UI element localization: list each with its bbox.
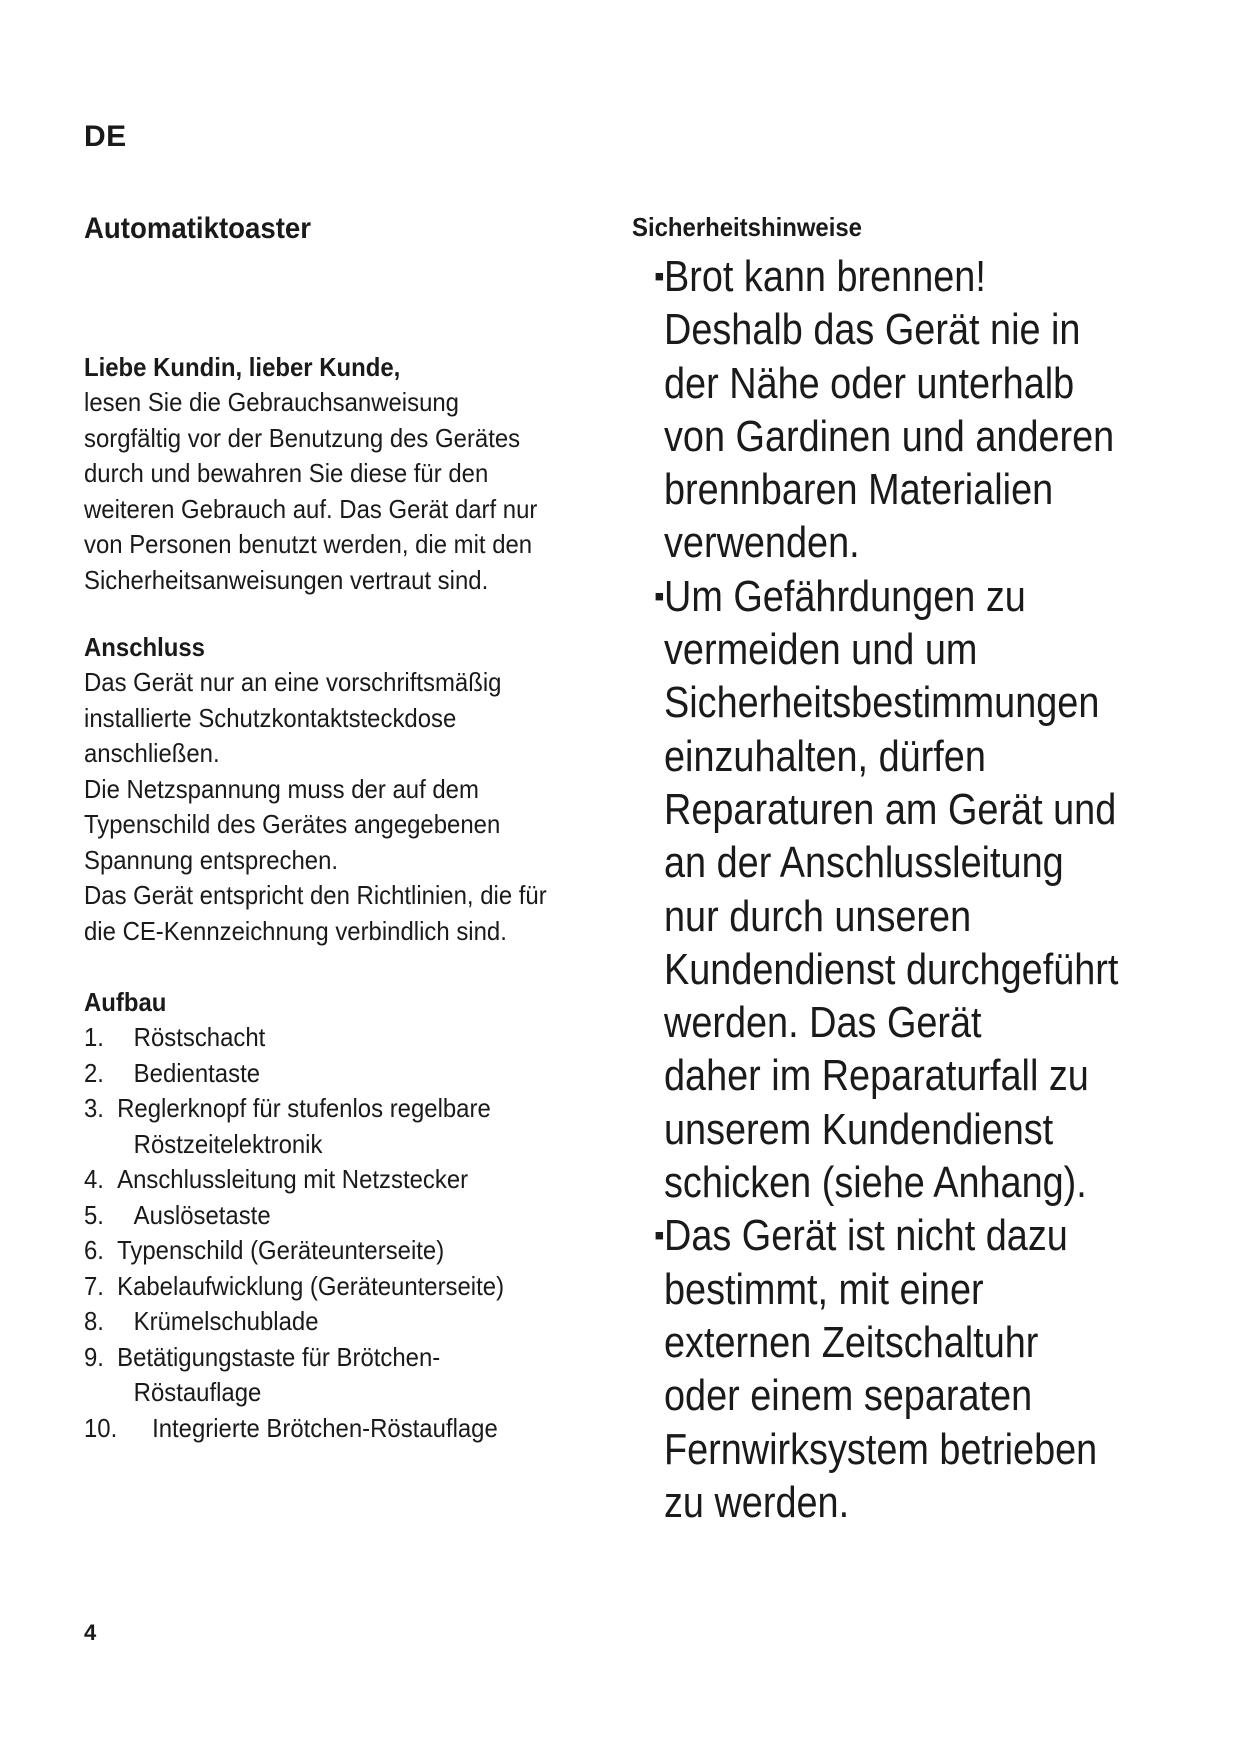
list-item xyxy=(84,1020,636,1056)
list-item xyxy=(84,1304,636,1340)
aufbau-heading: Aufbau xyxy=(84,987,167,1017)
item-number: 3. xyxy=(84,1093,104,1123)
item-label-continuation: Röstauflage xyxy=(133,1377,262,1407)
list-item xyxy=(84,1269,636,1305)
bullet-icon: ▪ xyxy=(654,1219,665,1253)
safety-heading: Sicherheitshinweise xyxy=(632,212,862,242)
safety-item xyxy=(632,1209,1232,1529)
item-label: Reglerknopf für stufenlos regelbare xyxy=(117,1093,491,1123)
aufbau-section xyxy=(84,984,644,1446)
item-number: 2. xyxy=(84,1057,104,1088)
safety-item xyxy=(632,250,1232,570)
list-item xyxy=(84,1340,636,1411)
item-label: Anschlussleitung mit Netzstecker xyxy=(117,1164,469,1194)
list-item xyxy=(84,1411,636,1447)
item-label: Krümelschublade xyxy=(133,1306,319,1336)
item-number: 5. xyxy=(84,1199,104,1230)
bullet-icon: ▪ xyxy=(654,579,665,613)
anschluss-section xyxy=(84,629,644,949)
anschluss-text: Das Gerät nur an eine vorschriftsmäßig installierte Schutzkontaktsteckdose anschließen. Die Netzspannung muss der auf dem Typenschild des Gerätes angegebenen Spannung entsprechen. Das Gerät entspricht den Richtlinien, die für die CE-Kennzeichnung verbindlich sind. xyxy=(84,667,547,946)
right-column xyxy=(632,214,1232,1529)
intro-heading: Liebe Kundin, lieber Kunde, xyxy=(84,352,401,382)
item-label: Auslösetaste xyxy=(133,1199,271,1230)
item-number: 8. xyxy=(84,1306,104,1336)
item-number: 4. xyxy=(84,1164,104,1194)
parts-list xyxy=(84,1020,636,1446)
page-number: 4 xyxy=(84,1620,97,1645)
item-label: Röstschacht xyxy=(133,1022,266,1052)
list-item xyxy=(84,1198,636,1234)
intro-text: lesen Sie die Gebrauchsanweisung sorgfältig vor der Benutzung des Gerätes durch und bewahren Sie diese für den weiteren Gebrauch auf. Das Gerät darf nur von Personen benutzt werden, die mit den Sicherheitsanweisungen vertraut sind. xyxy=(84,387,538,595)
item-number: 7. xyxy=(84,1270,104,1301)
item-label: Betätigungstaste für Brötchen- xyxy=(117,1341,441,1372)
safety-text: Brot kann brennen! Deshalb das Gerät nie in der Nähe oder unterhalb von Gardinen und anderen brennbaren Materialien verwenden. xyxy=(664,252,1115,568)
item-label: Bedientaste xyxy=(133,1057,261,1088)
safety-item xyxy=(632,570,1232,1210)
list-item xyxy=(84,1056,636,1092)
item-label: Typenschild (Geräteunterseite) xyxy=(117,1235,445,1265)
intro-section xyxy=(84,349,644,598)
item-label: Kabelaufwicklung (Geräteunterseite) xyxy=(117,1270,505,1301)
item-number: 1. xyxy=(84,1022,104,1052)
left-column xyxy=(84,214,644,1446)
list-item xyxy=(84,1162,636,1198)
item-number: 10. xyxy=(84,1412,118,1443)
safety-text: Das Gerät ist nicht dazu bestimmt, mit einer externen Zeitschaltuhr oder einem separaten Fernwirksystem betrieben zu werden. xyxy=(664,1211,1098,1527)
item-number: 9. xyxy=(84,1341,104,1372)
safety-text: Um Gefährdungen zu vermeiden und um Sicherheitsbestimmungen einzuhalten, dürfen Reparaturen am Gerät und an der Anschlussleitung nur durch unseren Kundendienst durchgeführt werden. Das Gerät daher im Reparaturfall zu unserem Kundendienst schicken (siehe Anhang). xyxy=(664,571,1119,1208)
item-number: 6. xyxy=(84,1235,104,1265)
document-title: Automatiktoaster xyxy=(84,212,311,245)
language-tag: DE xyxy=(84,120,127,153)
list-item xyxy=(84,1091,636,1162)
list-item xyxy=(84,1233,636,1269)
safety-list xyxy=(632,250,1232,1529)
item-label-continuation: Röstzeitelektronik xyxy=(133,1128,323,1159)
bullet-icon: ▪ xyxy=(654,260,665,293)
item-label: Integrierte Brötchen-Röstauflage xyxy=(152,1412,498,1443)
anschluss-heading: Anschluss xyxy=(84,632,205,662)
